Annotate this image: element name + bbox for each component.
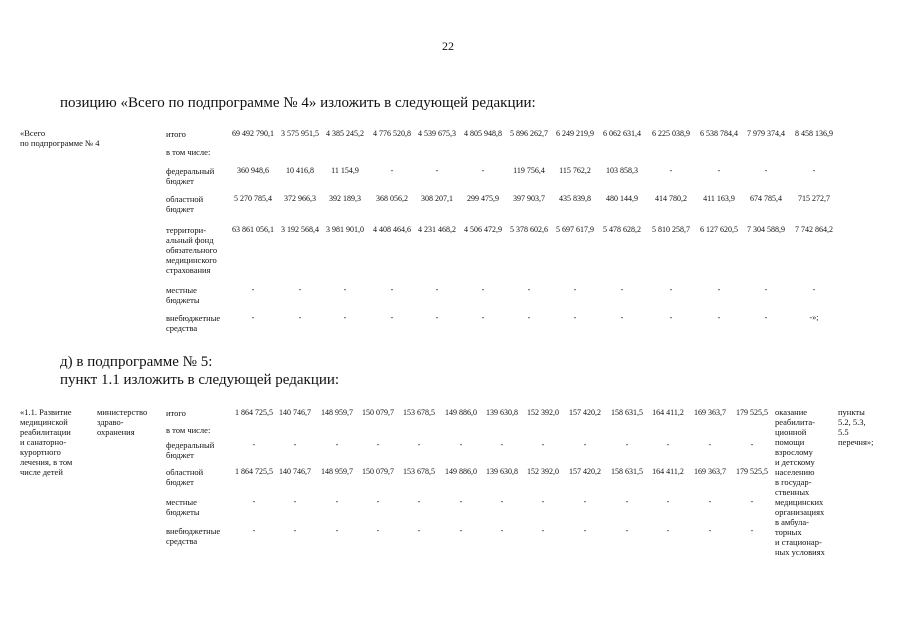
table2-cell: 169 363,7 (694, 408, 726, 417)
table1-cell: 392 189,3 (329, 194, 361, 203)
table1-cell: - (251, 285, 255, 294)
table1-cell: 5 270 785,4 (234, 194, 272, 203)
table1-cell: - (669, 313, 673, 322)
table1-cell: 299 475,9 (467, 194, 499, 203)
table1-cell: 6 127 620,5 (700, 225, 738, 234)
table1-cell: 6 249 219,9 (556, 129, 594, 138)
table2-row-label: местные бюджеты (166, 497, 200, 517)
table1-cell: -»; (809, 313, 819, 322)
table2-cell: 140 746,7 (279, 408, 311, 417)
table1-cell: - (390, 285, 394, 294)
table2-cell: - (459, 497, 463, 506)
heading-item-1-1: пункт 1.1 изложить в следующей редакции: (60, 372, 340, 388)
table1-cell: - (573, 313, 577, 322)
table1-cell: 4 539 675,3 (418, 129, 456, 138)
table1-cell: - (343, 285, 347, 294)
table1-cell: - (669, 166, 673, 175)
table2-row-label: внебюджетные средства (166, 526, 221, 546)
table2-cell: 1 864 725,5 (235, 408, 273, 417)
table2-cell: 140 746,7 (279, 467, 311, 476)
table2-row-label: итого (166, 408, 186, 418)
table1-cell: 5 478 628,2 (603, 225, 641, 234)
table1-cell: 360 948,6 (237, 166, 269, 175)
table1-cell: 3 981 901,0 (326, 225, 364, 234)
table2-cell: - (252, 526, 256, 535)
table1-cell: 8 458 136,9 (795, 129, 833, 138)
table1-cell: 411 163,9 (703, 194, 735, 203)
table1-cell: 480 144,9 (606, 194, 638, 203)
table1-cell: - (527, 313, 531, 322)
table2-cell: 164 411,2 (652, 408, 684, 417)
heading-position-total: позицию «Всего по подпрограмме № 4» изложить в следующей редакции: (60, 95, 536, 111)
table1-cell: 115 762,2 (559, 166, 591, 175)
table1-cell: - (435, 313, 439, 322)
table2-cell: - (583, 526, 587, 535)
table1-cell: - (812, 166, 816, 175)
table1-cell: 69 492 790,1 (232, 129, 274, 138)
table1-cell: 63 861 056,1 (232, 225, 274, 234)
table1-row-label: в том числе: (166, 147, 211, 157)
table1-cell: - (298, 313, 302, 322)
table2-cell: - (666, 497, 670, 506)
table1-cell: 308 207,1 (421, 194, 453, 203)
table1-cell: 4 408 464,6 (373, 225, 411, 234)
table1-cell: 7 742 864,2 (795, 225, 833, 234)
table2-cell: 152 392,0 (527, 408, 559, 417)
table2-cell: - (666, 526, 670, 535)
table2-cell: - (376, 526, 380, 535)
table2-cell: 158 631,5 (611, 467, 643, 476)
table1-cell: - (527, 285, 531, 294)
table2-cell: - (625, 526, 629, 535)
table2-cell: 169 363,7 (694, 467, 726, 476)
table1-cell: - (764, 166, 768, 175)
table2-cell: - (417, 526, 421, 535)
table2-cell: 1 864 725,5 (235, 467, 273, 476)
table2-cell: - (293, 440, 297, 449)
table1-cell: 372 966,3 (284, 194, 316, 203)
table1-cell: - (435, 285, 439, 294)
table1-cell: 4 231 468,2 (418, 225, 456, 234)
table2-cell: - (750, 440, 754, 449)
table2-cell: - (293, 526, 297, 535)
table1-cell: - (251, 313, 255, 322)
table2-cell: - (750, 497, 754, 506)
table1-row-label: федеральный бюджет (166, 166, 215, 186)
table1-cell: 397 903,7 (513, 194, 545, 203)
table2-cell: - (708, 526, 712, 535)
table1-cell: 414 780,2 (655, 194, 687, 203)
table2-cell: 150 079,7 (362, 408, 394, 417)
table1-cell: 3 575 951,5 (281, 129, 319, 138)
table2-cell: - (293, 497, 297, 506)
table1-row-label: внебюджетные средства (166, 313, 221, 333)
table1-row-label: итого (166, 129, 186, 139)
table2-cell: 149 886,0 (445, 408, 477, 417)
table2-cell: - (500, 526, 504, 535)
table1-row-label: областной бюджет (166, 194, 204, 214)
table1-cell: 6 225 038,9 (652, 129, 690, 138)
table1-cell: - (298, 285, 302, 294)
table2-cell: 153 678,5 (403, 467, 435, 476)
table2-cell: 179 525,5 (736, 408, 768, 417)
table2-cell: 149 886,0 (445, 467, 477, 476)
table2-row-label: областной бюджет (166, 467, 204, 487)
table1-cell: - (764, 285, 768, 294)
table2-cell: - (541, 526, 545, 535)
table2-cell: - (666, 440, 670, 449)
table2-cell: - (625, 497, 629, 506)
table2-item-name: «1.1. Развитие медицинской реабилитации и санаторно- курортного лечения, в том числе детей (20, 407, 73, 477)
table1-cell: - (717, 166, 721, 175)
table1-cell: - (620, 285, 624, 294)
table1-cell: - (620, 313, 624, 322)
table1-cell: 3 192 568,4 (281, 225, 319, 234)
table1-cell: - (717, 285, 721, 294)
table2-cell: - (583, 440, 587, 449)
table1-cell: - (573, 285, 577, 294)
table1-cell: 5 810 258,7 (652, 225, 690, 234)
table1-cell: 103 858,3 (606, 166, 638, 175)
table2-cell: - (708, 497, 712, 506)
table2-cell: - (750, 526, 754, 535)
table1-cell: 119 756,4 (513, 166, 545, 175)
table2-cell: 139 630,8 (486, 467, 518, 476)
table1-cell: 674 785,4 (750, 194, 782, 203)
table1-cell: - (717, 313, 721, 322)
table1-cell: 5 697 617,9 (556, 225, 594, 234)
table1-row-label: территори- альный фонд обязательного медицинского страхования (166, 225, 218, 275)
table1-cell: 7 304 588,9 (747, 225, 785, 234)
table1-cell: 368 056,2 (376, 194, 408, 203)
table2-cell: - (541, 497, 545, 506)
table1-cell: 715 272,7 (798, 194, 830, 203)
table2-cell: - (500, 497, 504, 506)
table2-cell: 153 678,5 (403, 408, 435, 417)
table2-cell: - (708, 440, 712, 449)
table1-cell: 4 805 948,8 (464, 129, 502, 138)
page-number: 22 (442, 39, 454, 53)
table2-points: пункты 5.2, 5.3, 5.5 перечня»; (838, 407, 874, 447)
table2-cell: - (625, 440, 629, 449)
table1-cell: - (343, 313, 347, 322)
table2-cell: - (417, 497, 421, 506)
table1-cell: - (390, 166, 394, 175)
table2-cell: - (417, 440, 421, 449)
table1-cell: - (481, 313, 485, 322)
table2-cell: 158 631,5 (611, 408, 643, 417)
table2-cell: - (335, 440, 339, 449)
table2-cell: - (376, 497, 380, 506)
table1-cell: - (435, 166, 439, 175)
heading-subprogram-5: д) в подпрограмме № 5: (60, 354, 213, 370)
table2-cell: 150 079,7 (362, 467, 394, 476)
table2-cell: - (376, 440, 380, 449)
table2-cell: 157 420,2 (569, 467, 601, 476)
table2-cell: 152 392,0 (527, 467, 559, 476)
table2-cell: - (335, 497, 339, 506)
table1-cell: 5 896 262,7 (510, 129, 548, 138)
table1-cell: - (481, 285, 485, 294)
table1-title: «Всего по подпрограмме № 4 (20, 128, 100, 148)
table2-cell: 157 420,2 (569, 408, 601, 417)
table1-cell: 435 839,8 (559, 194, 591, 203)
table2-cell: - (583, 497, 587, 506)
table2-cell: 148 959,7 (321, 408, 353, 417)
table2-cell: - (541, 440, 545, 449)
table2-cell: 164 411,2 (652, 467, 684, 476)
table2-cell: - (335, 526, 339, 535)
table2-executor: министерство здраво- охранения (97, 407, 148, 437)
table1-cell: - (669, 285, 673, 294)
table1-cell: 4 385 245,2 (326, 129, 364, 138)
table2-cell: - (459, 526, 463, 535)
table1-cell: - (481, 166, 485, 175)
table1-cell: 10 416,8 (286, 166, 314, 175)
table1-cell: - (812, 285, 816, 294)
table2-row-label: федеральный бюджет (166, 440, 215, 460)
table1-row-label: местные бюджеты (166, 285, 200, 305)
table2-cell: 139 630,8 (486, 408, 518, 417)
table2-cell: 148 959,7 (321, 467, 353, 476)
table1-cell: 4 506 472,9 (464, 225, 502, 234)
table2-cell: - (459, 440, 463, 449)
table2-row-label: в том числе: (166, 425, 211, 435)
table1-cell: 11 154,9 (331, 166, 359, 175)
table2-result: оказание реабилита- ционной помощи взрослому и детскому населению в государ- ственных медицинских организациях в амбула- торных и стационар- ных условиях (775, 407, 825, 557)
table2-cell: 179 525,5 (736, 467, 768, 476)
table1-cell: 4 776 520,8 (373, 129, 411, 138)
table1-cell: - (764, 313, 768, 322)
table1-cell: 6 538 784,4 (700, 129, 738, 138)
table1-cell: 7 979 374,4 (747, 129, 785, 138)
table2-cell: - (500, 440, 504, 449)
table1-cell: 6 062 631,4 (603, 129, 641, 138)
table2-cell: - (252, 497, 256, 506)
table1-cell: - (390, 313, 394, 322)
table1-cell: 5 378 602,6 (510, 225, 548, 234)
table2-cell: - (252, 440, 256, 449)
